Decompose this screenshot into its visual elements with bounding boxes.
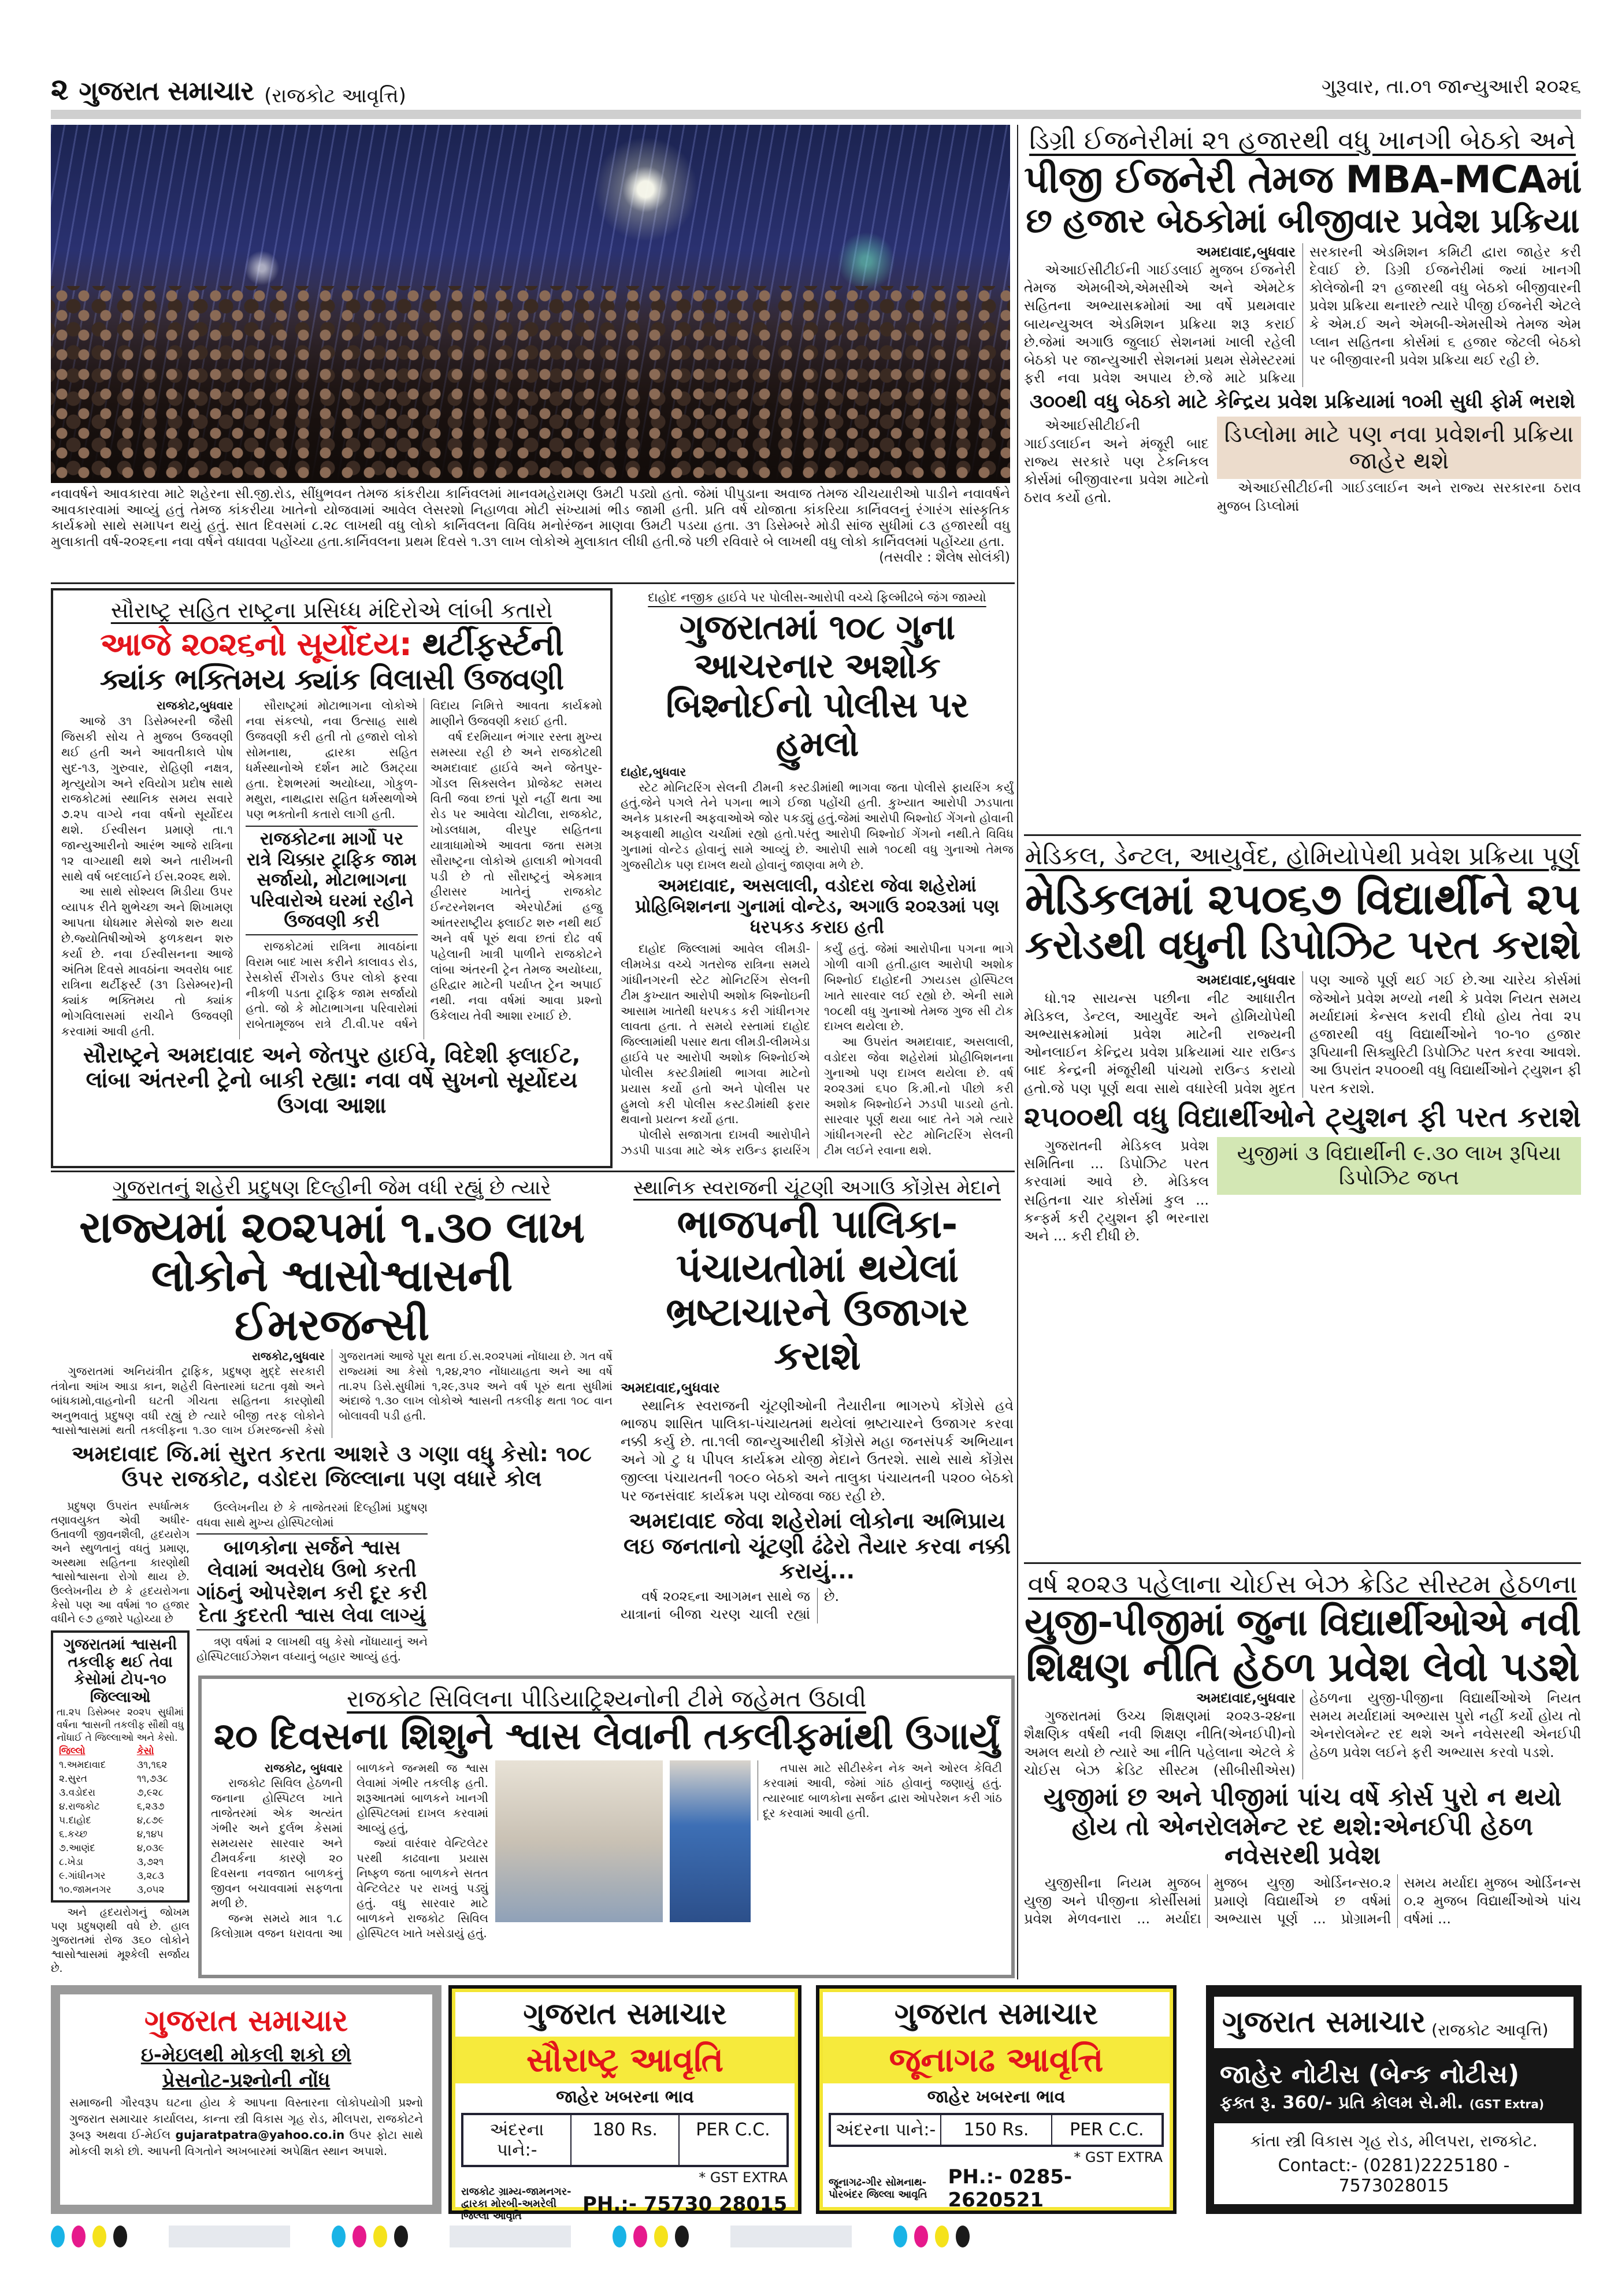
article-rajkot-civil-infant: [198, 1675, 1015, 1978]
district-cell: ૯.ગાંધીનગર: [59, 1869, 106, 1881]
article-body: ગુજરાતમાં અનિયંત્રીત ટ્રાફિક, પ્રદુષણ મુદ્દે સરકારી તંત્રોના આંખ આડા કાન, શહેરી વિસ્તારમાં ઘટતા વૃક્ષો અને બાંધકામો,વાહનોની ઘટતી ગીચતા સહિતના કારણોથી અનુભવાતું પ્રદુષણ વધી રહ્યું છે ત્યારે બીજી તરફ લોકોને શ્વાસોશ્વાસમાં થતી તકલીફના ૧.૩૦ લાખ ઈમરજન્સી કેસો ગુજરાતમાં આજે પૂરા થતા ઈ.સ.૨૦૨૫માં નોંધાયા છે. ગત વર્ષે રાજ્યમાં આ કેસો ૧,૨૪,૨૧૦ નોંધાયાહતા અને આ વર્ષે તા.૨૫ ડિસે.સુધીમાં ૧,૨૯,૩૫૨ અને વર્ષ પૂરું થતા સુધીમાં અંદાજે ૧.૩૦ લાખ લોકોએ શ્વાસની તકલીફ થતા ૧૦૮ વાન બોલાવવી પડી હતી.: [51, 1350, 613, 1437]
headline-line: પીજી ઈજનેરી તેમજ MBA-MCAમાં: [1024, 158, 1582, 202]
edition-label: (રાજકોટ આવૃત્તિ): [1431, 2020, 1549, 2039]
kicker: મેડિકલ, ડેન્ટલ, આયુર્વેદ, હોમિયોપેથી પ્રવેશ પ્રક્રિયા પૂર્ણ: [1025, 842, 1580, 871]
article-body: ધો.૧૨ સાયન્સ પછીના નીટ આધારીત મેડિકલ, ડેન્ટલ, આયુર્વેદ અને હોમિયોપેથી અભ્યાસક્રમોમાં પ્રવેશ માટેની રાજ્યની ઓનલાઈન કેન્દ્રિય પ્રવેશ પ્રક્રિયામાં ચાર રાઉન્ડ બાદ કેન્દ્રની મંજૂરીથી પાંચમો રાઉન્ડ કરાયો હતો.જે પણ પૂર્ણ થવા સાથે વધારેલી પ્રવેશ મુદત પણ આજે પૂર્ણ થઈ ગઈ છે.આ ચારેય કોર્સમાં જેઓને પ્રવેશ મળ્યો નથી કે પ્રવેશ નિયત સમય મર્યાદામાં કેન્સલ કરાવી દીધો હોય તેવા ૨૫ હજારથી વધુ વિદ્યાર્થીઓને ૧૦-૧૦ હજાર રૂપિયાની સિક્યુરિટી ડિપોઝિટ પરત કરવા આવશે. આ ઉપરાંત ૨૫૦૦થી વધુ વિદ્યાર્થીઓને ટ્યુશન ફી પરત કરાશે.: [1024, 972, 1581, 1097]
ad-saurashtra-rates: [448, 1985, 801, 2222]
carnival-crowd-photo: [51, 125, 1010, 483]
article-body: એઆઈસીટીઈની ગાઈડલાઈન અને રાજ્ય સરકારના ઠરાવ મુજબ ડિપ્લોમાં: [1217, 480, 1581, 514]
article-body: યુજીસીના નિયમ મુજબ યુજી અને પીજીના કોર્સીસમાં પ્રવેશ મેળવનારા ... મર્યાદા મુજબ યુજી ઓર્ડિનન્સ૦.૨ પ્રમાણે વિદ્યાર્થીએ છ વર્ષમાં અભ્યાસ પૂર્ણ ... પ્રોગ્રામની સમય મર્યાદા મુજબ ઓર્ડિનન્સ ૦.૨ મુજબ વિદ્યાર્થીઓએ પાંચ વર્ષમાં ...: [1024, 1874, 1581, 1927]
top-10-districts-box: [51, 1630, 190, 1903]
article-body: રાજકોટમાં રાત્રિના માવઠાંના વિરામ બાદ ખાસ કરીને કાલાવડ રોડ, રેસકોર્સ રીંગરોડ ઉપર લોકો ફરવા નીકળી પડતા ટ્રાફિક જામ સર્જાયો હતો. જો કે મોટાભાગના પરિવારોમાં રાબેતામૂજબ રાત્રે ટી.વી.પર વર્ષને વિદાય નિમિત્તે આવતા કાર્યક્રમો માણીને ઉજવણી કરાઈ હતી.: [246, 699, 602, 1031]
caption-text: નવાવર્ષને આવકારવા માટે શહેરના સી.જી.રોડ, સીંધુભવન તેમજ કાંકરીયા કાર્નિવલમાં માનવમહેરામણ ઉમટી પડ્યો હતો. જેમાં પીપુડાના અવાજ તેમજ ચીચયારીઓ પાડીને નવાવર્ષને આવકારવામાં આવ્યું હતું તેમજ કાંકરીયા ખાતેનો યોજવામાં આવેલ લેસરશો નિહાળવા મોટી સંખ્યામાં ભીડ જામી હતી. પ્રતિ વર્ષ યોજાતા કાંકરિયા કાર્નિવલનું રંગારંગ સાંસ્કૃતિક કાર્યક્રમો સાથે સમાપન થયું હતું. સાત દિવસમાં ૮.૨૮ લાખથી વધુ લોકો કાર્નિવલના વિવિધ મનોરંજન માણવા ઉમટી પડયા હતા. ૩૧ ડિસેમ્બરે મોડી સાંજ સુધીમાં ૮૩ હજારથી વધુ મુલાકાતી વર્ષ-૨૦૨૬ના નવા વર્ષને વધાવવા પહોંચ્યા હતા.કાર્નિવલના પ્રથમ દિવસે ૧.૩૧ લાખ લોકોએ મુલાકાત લીધી હતી.જે પછી રવિવારે બે લાખથી વધુ લોકો કાર્નિવલમાં પહોંચ્યા હતા.: [51, 486, 1010, 549]
article-body: ગુજરાતમાં ઉચ્ચ શિક્ષણમાં ૨૦૨૩-૨૪ના શૈક્ષણિક વર્ષથી નવી શિક્ષણ નીતિ(એનઈપી)નો અમલ થયો છે ત્યારે આ નીતિ પહેલાના એટલે કે ચોઈસ બેઝ ક્રેડિટ સીસ્ટમ (સીબીસીએસ) હેઠળના યુજી-પીજીના વિદ્યાર્થીઓએ નિયત સમય મર્યાદામાં અભ્યાસ પુરો નહીં કર્યો હોય તો એનરોલમેન્ટ રદ થશે અને નવેસરથી એનઈપી હેઠળ પ્રવેશ લઈને ફરી અભ્યાસ કરવો પડશે.: [1024, 1690, 1581, 1778]
dateline: અમદાવાદ,બુધવાર: [1196, 243, 1296, 260]
article-respiratory-emergency: [51, 1174, 613, 1498]
article-body: એઆઈસીટીઈની ગાઈડલાઈ મુજબ ઈજનેરી તેમજ એમબીએ,એમસીએ અને એમટેક સહિતના અભ્યાસક્રમોમાં આ વર્ષે પ્રથમવાર બાયન્યુઅલ એડમિશન પ્રક્રિયા શરૂ કરાઈ છે.જેમાં અગાઉ જુલાઈ સેશનમાં ખાલી રહેલી બેઠકો પર જાન્યુઆરી સેશનમાં પ્રથમ સેમેસ્ટરમાં ફરી નવા પ્રવેશ અપાય છે.જે માટે પ્રક્રિયા સરકારની એડમિશન કમિટી દ્વારા જાહેર કરી દેવાઈ છે. ડિગ્રી ઈજનેરીમાં જ્યાં ખાનગી કોલેજોની ૨૧ હજારથી વધુ બેઠકો બીજીવારની પ્રવેશ પ્રક્રિયા થનારછે ત્યારે પીજી ઈજનેરી એટલે કે એમ.ઈ અને એમબી-એમસીએ તેમજ એમ પ્લાન સહિતના કોર્સમાં ૬ હજાર જેટલી બેઠકો પર બીજીવારની પ્રવેશ પ્રક્રિયા થઈ રહી છે.: [1024, 243, 1581, 387]
phone: PH.:- 0285-2620521: [948, 2165, 1073, 2212]
headline-line: મેડિકલમાં ૨૫૦૬૭ વિદ્યાર્થીને ૨૫: [1025, 873, 1580, 924]
registration-bar: [169, 2226, 290, 2247]
registration-dot: [373, 2226, 387, 2247]
table-intro: તા.૨૫ ડિસેમ્બર ૨૦૨૫ સુધીમાં વર્ષના શ્વાસની તકલીફ સૌથી વધુ નોંધાઈ તે જિલ્લાઓ અને કેસો.: [57, 1706, 184, 1743]
column-divider: [1017, 125, 1018, 1979]
article-body: પોલીસે સજાગતા દાખવી આરોપીને ઝડપી પાડવા માટે એક રાઉન્ડ ફાયરિંગ કર્યું હતું. જેમાં આરોપીના પગના ભાગે ગોળી વાગી હતી.હાલ આરોપી અશોક બિશ્નોઈ દાહોદની ઝાયડસ હોસ્પિટલ ખાતે સારવાર લઈ રહ્યો છે. એની સામે ૧૦૮થી વધુ ગુનાઓ તેમજ ગુજ સી ટોક દાખલ થયેલા છે.: [621, 942, 1014, 1158]
article-body: એઆઈસીટીઈની ગાઈડલાઈન અને મંજૂરી બાદ રાજ્ય સરકારે પણ ટેકનિકલ કોર્સમાં બીજીવારના પ્રવેશ માટેનો ઠરાવ કર્યો હતો.: [1024, 417, 1209, 506]
article-congress-campaign: [621, 1174, 1014, 1671]
email-link[interactable]: gujaratpatra@yahoo.co.in: [175, 2128, 345, 2142]
column-header: કેસો: [136, 1744, 154, 1756]
address: કાંતા સ્ત્રી વિકાસ ગૃહ રોડ, મીલપરા, રાજકોટ.: [1250, 2131, 1538, 2150]
divider: [51, 1171, 1015, 1172]
registration-dot: [332, 2226, 346, 2247]
registration-dot: [352, 2226, 366, 2247]
divider: [51, 582, 1015, 584]
registration-marks: [51, 2226, 1582, 2249]
article-body: અને હૃદયરોગનું જોખમ પણ પ્રદુષણથી વધે છે. હાલ ગુજરાતમાં રોજ ૩૬૦ લોકોને શ્વાસોશ્વાસમાં મૂશ્કેલી સર્જાય છે.: [51, 1906, 190, 1975]
masthead-logo: ગુજરાત સમાચાર: [144, 2004, 348, 2038]
table-row: [57, 1841, 184, 1855]
registration-dot: [935, 2226, 949, 2247]
district-cell: ૮.ખેડા: [59, 1855, 83, 1867]
registration-dot: [633, 2226, 647, 2247]
masthead-logo: ગુજરાત સમાચાર: [79, 75, 254, 106]
inset-subhead: બાળકોના સર્જને શ્વાસ લેવામાં અવરોધ ઉભો કરતી ગાંઠનું ઓપરેશન કરી દૂર કરી દેતા કુદરતી શ્વાસ લેવા લાગ્યું: [196, 1533, 428, 1630]
headline-red: આજે ૨૦૨૬નો સૂર્યોદય:: [100, 626, 412, 663]
edition-name: સૌરાષ્ટ્ર આવૃતિ: [455, 2037, 795, 2083]
cases-cell: ૪,૮૭૯: [136, 1814, 164, 1826]
region: રાજકોટ ગ્રામ્ય-જામનગર-દ્વારકા મોરબી-અમરેલી જિલ્લા આવૃતિ: [461, 2186, 572, 2222]
article-body: ઉલ્લેખનીય છે કે તાજેતરમાં દિલ્હીમાં પ્રદુષણ વધવા સાથે મુખ્ય હોસ્પિટલોમાં: [196, 1500, 428, 1529]
dateline: અમદાવાદ,બુધવાર: [1196, 1690, 1296, 1707]
district-cell: ૨.સુરત: [59, 1772, 87, 1784]
article-ugpg-nep: [1024, 1562, 1581, 1978]
article-body: સ્થાનિક સ્વરાજની ચૂંટણીઓની તૈયારીના ભાગરુપે કોંગ્રેસે હવે ભાજપ શાસિત પાલિકા-પંચાયતમાં થયેલાં ભ્રષ્ટાચારને ઉજાગર કરવા નક્કી કર્યુ છે. તા.૧લી જાન્યુઆરીથી કોંગ્રેસે મહા જનસંપર્ક અભિયાન અને ગો ટુ ધ પીપલ કાર્યક્રમ યોજી મેદાને ઉતરશે. સાથે સાથે કોંગ્રેસ જીલ્લા પંચાયતની ૧૦૯૦ બેઠકો અને તાલુકા પંચાયતની ૫૨૦૦ બેઠકો પર જનસંવાદ કાર્યક્રમ પણ યોજવા જઇ રહી છે.: [621, 1397, 1014, 1504]
subheadline: અમદાવાદ જેવા શહેરોમાં લોકોના અભિપ્રાય લઇ જનતાનો ચૂંટણી ઢંઢેરો તૈયાર કરવા નક્કી કરાયું...: [624, 1507, 1011, 1584]
cases-cell: ૪,૦૩૯: [136, 1841, 165, 1853]
rate-label: અંદરના પાને:-: [463, 2115, 572, 2165]
subheadline: ૩૦૦થી વધુ બેઠકો માટે કેન્દ્રિય પ્રવેશ પ્રક્રિયામાં ૧૦મી સુધી ફોર્મ ભરાશે: [1029, 390, 1576, 414]
registration-dot: [113, 2226, 127, 2247]
registration-dot: [394, 2226, 408, 2247]
cases-cell: ૩૧,૧૬૨: [136, 1758, 168, 1770]
kicker: ગુજરાતનું શહેરી પ્રદુષણ દિલ્હીની જેમ વધી રહ્યું છે ત્યારે: [112, 1176, 551, 1199]
infant-photo: [670, 1760, 751, 1922]
table-row: [57, 1800, 184, 1814]
ad-bank-notice: [1206, 1985, 1582, 2214]
page-header: [51, 70, 406, 107]
masthead-logo: ગુજરાત સમાચાર: [894, 1997, 1099, 2031]
article-body: સૌરાષ્ટ્રમાં મોટાભાગના લોકોએ નવા સંકલ્પો, નવા ઉત્સાહ સાથે ઉજવણી કરી હતી તો હજારો લોકો સોમનાથ, દ્વારકા સહિત ધર્મસ્થાનોએ દર્શન માટે ઉમટ્યા હતા. દેશભરમાં અયોધ્યા, ગોકુળ-મથુરા, નાથદ્વારા સહિત ધર્મસ્થળોએ પણ ભક્તોની કતારો લાગી હતી.: [246, 699, 418, 822]
dateline: રાજકોટ, બુધવાર: [264, 1760, 343, 1775]
headline: ભાજપની પાલિકા-પંચાયતોમાં થયેલાં ભ્રષ્ટાચારને ઉજાગર કરાશે: [666, 1202, 968, 1380]
cases-cell: ૭,૯૨૮: [136, 1786, 164, 1798]
headline: ૨૦ દિવસના શિશુને શ્વાસ લેવાની તકલીફમાંથી ઉગાર્યું: [213, 1715, 1000, 1758]
rate-value: 150 Rs.: [941, 2115, 1052, 2145]
table-row: [57, 1772, 184, 1786]
registration-dot: [914, 2226, 928, 2247]
ad-line: ઇ-મેઇલથી મોકલી શકો છો: [140, 2044, 352, 2067]
district-cell: ૭.આણંદ: [59, 1841, 95, 1853]
district-cell: ૧૦.જામનગર: [59, 1883, 112, 1895]
article-body: આ સાથે સોશ્યલ મિડીયા ઉપર વ્યાપક રીતે શુભેચ્છા અને શિખામણ આપતા ધોધમાર મેસેજો શરુ થયા છે.જ્યોતિષીઓએ ફળકથન શરુ કર્યા છે. નવા ઈસ્વીસનના આજે અંતિમ દિવસે માવઠાંના અવરોધ બાદ રાત્રિના થર્ટીફર્સ્ટ (૩૧ ડિસેમ્બર)ની ક્યાંક ભક્તિમય તો ક્યાંક ભોગવિલાસમાં રાચીને ઉજવણી કરવામાં આવી હતી.: [61, 885, 233, 1038]
rate-title: જાહેર ખબરના ભાવ: [927, 2087, 1066, 2107]
subheadline: અમદાવાદ, અસલાલી, વડોદરા જેવા શહેરોમાં પ્રોહિબિશનના ગુનામાં વોન્ટેડ, અગાઉ ૨૦૨૩માં પણ ધરપકડ કરાઇ હતી: [634, 875, 1000, 938]
article-new-year-celebration: [51, 588, 613, 1168]
headline: રાજ્યમાં ૨૦૨૫માં ૧.૩૦ લાખ લોકોને શ્વાસોશ્વાસની ઈમરજન્સી: [79, 1202, 585, 1350]
headline-line: છ હજાર બેઠકોમાં બીજીવાર પ્રવેશ પ્રક્રિયા: [1026, 200, 1579, 240]
ad-body: ઉપર ફોટા સાથે મોકલી શકો છો. આપની વિગતોને અખબારમાં અપેક્ષિત સ્થાન અપાશે.: [69, 2128, 424, 2158]
notice-price: ફક્ત રૂ. 360/- પ્રતિ કોલમ સે.મી.: [1220, 2093, 1464, 2113]
article-body: જ્યાં વારંવાર વેન્ટિલેટર પરથી કાઢવાના પ્રયાસ નિષ્ફળ જતા બાળકને સતત વેન્ટિલેટર પર રાખવું પડ્યું હતું. વધુ સારવાર માટે બાળકને રાજકોટ સિવિલ હોસ્પિટલ ખાતે ખસેડાયું હતું.: [357, 1836, 488, 1940]
article-body: વર્ષ દરમિયાન ભંગાર રસ્તા મુખ્ય સમસ્યા રહી છે અને રાજકોટથી અમદાવાદ હાઈવે અને જેતપુર-ગોંડલ સિક્સલેન પ્રોજેક્ટ સમય વિતી જવા છતાં પૂરો નહીં થતા આ રોડ પર આવેલા ચોટીલા, રાજકોટ, ખોડલધામ, વીરપુર સહિતના યાત્રાધામોએ આવતા જતા સમગ્ર સૌરાષ્ટ્રના લોકોએ હાલાકી ભોગવવી પડી છે તો સૌરાષ્ટ્રનું એકમાત્ર હીરાસર ખાતેનું રાજકોટ ઈન્ટરનેશનલ એરપોર્ટમાં હજુ આંતરરાષ્ટ્રીય ફ્લાઈટ શરુ નથી થઈ અને વર્ષ પૂરું થવા છતાં દોઢ વર્ષ પહેલાની ખાત્રી પાળીને રાજકોટને લાંબા અંતરની ટ્રેન તેમજ અયોધ્યા, હરિદ્વાર માટેની પર્યાપ્ત ટ્રેન અપાઈ નથી. નવા વર્ષમાં આવા પ્રશ્નો ઉકેલાય તેવી આશા રખાઈ છે.: [430, 730, 602, 1023]
gst-note: * GST EXTRA: [1074, 2149, 1163, 2165]
subheadline: અમદાવાદ જિ.માં સુરત કરતા આશરે ૩ ગણા વધુ કેસો: ૧૦૮ ઉપર રાજકોટ, વડોદરા જિલ્લાના પણ વધારે કોલ: [72, 1441, 592, 1492]
phone: PH.:- 75730 28015: [582, 2192, 788, 2216]
gst-note: (GST Extra): [1469, 2097, 1545, 2111]
registration-dot: [956, 2226, 970, 2247]
column-header: જિલ્લો: [59, 1744, 86, 1756]
dateline: રાજકોટ,બુધવાર: [251, 1350, 325, 1364]
kicker: દાહોદ નજીક હાઈવે પર પોલીસ-આરોપી વચ્ચે ફિલ્મીઢબે જંગ જામ્યો: [648, 590, 986, 605]
registration-bar: [730, 2226, 852, 2247]
registration-dot: [893, 2226, 907, 2247]
rate-value: 180 Rs.: [572, 2115, 680, 2165]
district-cell: ૬.કચ્છ: [59, 1827, 87, 1840]
ad-email-press-note: [51, 1985, 441, 2214]
cases-cell: ૩,૭૨૧: [136, 1855, 164, 1867]
cases-cell: ૬,૨૩૭: [136, 1800, 165, 1812]
region: જૂનાગઢ-ગીર સોમનાથ-પોરબંદર જિલ્લા આવૃતિ: [829, 2176, 927, 2201]
registration-dot: [654, 2226, 668, 2247]
headline-line: ક્યાંક ભક્તિમય ક્યાંક વિલાસી ઉજવણી: [99, 662, 564, 696]
article-body: વર્ષ ૨૦૨૬ના આગમન સાથે જ યાત્રાનાં બીજા ચરણ ચાલી રહ્યાં છે.: [621, 1588, 840, 1623]
subheadline: ૨૫૦૦થી વધુ વિદ્યાર્થીઓને ટ્યુશન ફી પરત કરાશે: [1024, 1100, 1581, 1134]
cases-cell: ૩,૦૫૨: [136, 1883, 165, 1895]
photo-caption: [51, 486, 1010, 580]
header-divider: [51, 110, 1581, 119]
article-body: આ ઉપરાંત અમદાવાદ, અસલાલી, વડોદરા જેવા શહેરોમાં પ્રોહીબિશનના ગુનાઓ પણ દાખલ થયેલા છે. વર્ષ ૨૦૨૩માં ૬૫૦ કિ.મી.નો પીછો કરી અશોક બિશ્નોઈને ઝડપી પાડયો હતો. સારવાર પૂર્ણ થયા બાદ તેને ગમે ત્યારે ગાંધીનગરની સ્ટેટ મોનિટરિંગ સેલની ટીમ લઈને રવાના થશે.: [824, 1035, 1014, 1158]
bottom-subheadline: સૌરાષ્ટ્રને અમદાવાદ અને જેતપુર હાઈવે, વિદેશી ફ્લાઈટ, લાંબા અંતરની ટ્રેનો બાકી રહ્યા: નવા વર્ષે સુખનો સૂર્યોદય ઉગવા આશા: [83, 1042, 581, 1118]
diploma-subhead-box: ડિપ્લોમા માટે પણ નવા પ્રવેશની પ્રક્રિયા જાહેર થશે: [1217, 417, 1581, 479]
rate-unit: PER C.C.: [1070, 2120, 1144, 2140]
masthead-logo: ગુજરાત સમાચાર: [1222, 2005, 1426, 2039]
kicker: સૌરાષ્ટ્ર સહિત રાષ્ટ્રના પ્રસિધ્ધ મંદિરોએ લાંબી કતારો: [110, 597, 553, 623]
article-body: જન્મ સમયે માત્ર ૧.૮ કિલોગ્રામ વજન ધરાવતા આ બાળકને જન્મથી જ શ્વાસ લેવામાં ગંભીર તકલીફ હતી. શરૂઆતમાં બાળકને ખાનગી હોસ્પિટલમાં દાખલ કરવામાં આવ્યું હતું,: [211, 1760, 488, 1940]
doctors-team-photo: [495, 1760, 663, 1922]
registration-dot: [675, 2226, 689, 2247]
page-number: ૨: [51, 72, 69, 107]
rate-label: અંદરના પાને:-: [831, 2115, 941, 2145]
kicker: વર્ષ ૨૦૨૩ પહેલાના ચોઈસ બેઝ ક્રેડિટ સીસ્ટમ હેઠળના: [1027, 1570, 1578, 1599]
rate-unit: PER C.C.: [696, 2120, 770, 2140]
notice-title: જાહેર નોટીસ (બેન્ક નોટીસ): [1220, 2060, 1520, 2089]
contact: Contact:- (0281)2225180 - 7573028015: [1278, 2156, 1510, 2196]
table-row: [57, 1883, 184, 1897]
article-body: રાજકોટ સિવિલ હેઠળની જનાના હોસ્પિટલ ખાતે તાજેતરમાં એક અત્યંત ગંભીર અને દુર્લભ કેસમાં સમયસર સારવાર અને ટીમવર્કના કારણે ૨૦ દિવસના નવજાત બાળકનું જીવન બચાવવામાં સફળતા મળી છે.: [211, 1775, 343, 1910]
article-body: સ્ટેટ મોનિટરિંગ સેલની ટીમની કસ્ટડીમાંથી ભાગવા જતા પોલીસે ફાયરિંગ કર્યું હતું.જેને પગલે તેને પગના ભાગે ઈજા પહોંચી હતી. કુખ્યાત આરોપી ઝડપાતા અનેક પ્રકારની અફવાઓએ જોર પકડ્યું હતું.જેમાં આરોપી બિશ્નોઈ ગેંગનો હોવાની અફવાથી માહોલ ચર્ચામાં રહ્યો હતો.પરંતુ આરોપી બિશ્નોઈ ગેંગનો નથી.તે વિવિધ ગુનામાં વોન્ટેડ હોવાનું સામે આવ્યું છે. આરોપી સામે ૧૦૮થી વધુ ગુનાઓ તેમજ ગુજસીટોક પણ દાખલ થયો હોવાનું જાણવા મળે છે.: [621, 780, 1014, 872]
article-body: આજે ૩૧ ડિસેમ્બરની જૈસી જિસકી સોચ તે મુજબ ઉજવણી થઈ હતી અને આવતીકાલે પોષ સુદ-૧૩, ગુરુવાર, રોહિણી નક્ષત્ર, મૃત્યુયોગ અને રવિયોગ પ્રદોષ સાથે રાજકોટમાં સ્થાનિક સમય સવારે ૭.૨૫ વાગ્યે નવા વર્ષનો સૂર્યોદય થશે. ઈસ્વીસન પ્રમાણે તા.૧ જાન્યુઆરીનો આરંભ આજે રાત્રિના ૧૨ વાગ્યાથી થશે અને તારીખની સાથે વર્ષ બદલાઈને ઈસ.૨૦૨૬ થશે.: [61, 714, 233, 883]
kicker: ડિગ્રી ઈજનેરીમાં ૨૧ હજારથી વધુ ખાનગી બેઠકો અને: [1029, 125, 1576, 155]
article-body: ગુજરાતની મેડિકલ પ્રવેશ સમિતિના ... ડિપોઝિટ પરત કરવામાં આવે છે. મેડિકલ સહિતના ચાર કોર્સમાં કુલ ... કન્ફર્મ કરી ટ્યુશન ફી ભરનારા અને ... કરી દીધી છે.: [1024, 1138, 1209, 1244]
cases-cell: ૧૧,૭૩૮: [136, 1772, 168, 1784]
article-medical-deposit: [1024, 834, 1581, 1560]
districts-table: [57, 1744, 184, 1897]
table-row: [57, 1827, 184, 1841]
registration-dot: [51, 2226, 65, 2247]
cases-cell: ૩,૨૮૩: [136, 1869, 164, 1881]
district-cell: ૩.વડોદરા: [59, 1786, 96, 1798]
district-cell: ૪.રાજકોટ: [59, 1800, 100, 1812]
headline-line: યુજી-પીજીમાં જુના વિદ્યાર્થીઓએ નવી: [1025, 1602, 1580, 1644]
cases-cell: ૪,૧૪૫: [136, 1827, 164, 1840]
district-cell: ૫.દાહોદ: [59, 1814, 91, 1826]
deposit-forfeit-box: યુજીમાં ૩ વિદ્યાર્થીની ૯.૩૦ લાખ રૂપિયા ડિપોઝિટ જપ્ત: [1217, 1137, 1581, 1195]
ad-line: પ્રેસનોટ-પ્રશ્નોની નોંધ: [162, 2069, 331, 2092]
registration-bar: [450, 2226, 571, 2247]
pollution-middle-column: [196, 1500, 428, 1673]
kicker: રાજકોટ સિવિલના પીડિયાટ્રિશ્યનોની ટીમે જહેમત ઉઠાવી: [347, 1686, 866, 1712]
table-title: ગુજરાતમાં શ્વાસની તકલીફ થઈ તેવા કેસોમાં ટોપ-૧૦ જિલ્લાઓ: [63, 1636, 177, 1706]
pollution-left-column: [51, 1500, 190, 1979]
registration-dot: [613, 2226, 626, 2247]
table-row: [57, 1786, 184, 1800]
article-body: ત્રણ વર્ષમાં ૨ લાખથી વધુ કેસો નોંધાયાનું અને હોસ્પિટલાઈઝેશન વધ્યાનું બહાર આવ્યું હતું.: [196, 1634, 428, 1664]
gst-note: * GST EXTRA: [699, 2169, 788, 2186]
kicker: સ્થાનિક સ્વરાજની ચૂંટણી અગાઉ કોંગ્રેસ મેદાને: [633, 1176, 1001, 1199]
registration-dot: [92, 2226, 106, 2247]
article-body: તપાસ માટે સીટીસ્કેન નેક અને ઓરલ કેવિટી કરવામાં આવી, જેમાં ગાંઠ હોવાનું જણાયું હતું. ત્યારબાદ બાળકોના સર્જન દ્વારા ઓપરેશન કરી ગાંઠ દૂર કરવામાં આવી હતી.: [763, 1760, 1002, 1820]
article-body: પ્રદુષણ ઉપરાંત સ્પર્ધાત્મક તણાવયુક્ત એવી અધીર-ઉતાવળી જીવનશૈલી, હૃદયરોગ અને સ્થુળતાનું વધતું પ્રમાણ, અસ્થમા સહિતના કારણોથી શ્વાસોશ્વાસના રોગો થાય છે. ઉલ્લેખનીય છે કે હૃદયરોગના કેસો પણ આ વર્ષમાં ૧૦ હજાર વધીને ૯૭ હજારે પહોચ્યા છે: [51, 1500, 190, 1626]
registration-dot: [72, 2226, 86, 2247]
table-row: [57, 1855, 184, 1869]
table-row: [57, 1814, 184, 1827]
edition-name: જૂનાગઢ આવૃત્તિ: [823, 2037, 1170, 2083]
article-dahod-police-attack: [621, 588, 1014, 1168]
photo-credit: (તસવીર : શૈલેષ સોલંકી): [879, 550, 1010, 566]
subheadline: યુજીમાં છ અને પીજીમાં પાંચ વર્ષે કોર્સ પુરો ન થયો હોય તો એનરોલમેન્ટ રદ થશે:એનઈપી હેઠળ નવેસરથી પ્રવેશ: [1043, 1782, 1562, 1871]
headline-line: કરોડથી વધુની ડિપોઝિટ પરત કરાશે: [1025, 922, 1580, 969]
table-row: [57, 1869, 184, 1883]
edition-label: (રાજકોટ આવૃત્તિ): [264, 84, 406, 107]
district-cell: ૧.અમદાવાદ: [59, 1758, 106, 1770]
ad-junagadh-rates: [816, 1985, 1177, 2214]
rate-title: જાહેર ખબરના ભાવ: [556, 2087, 694, 2107]
issue-date: ગુરૂવાર, તા.૦૧ જાન્યુઆરી ૨૦૨૬: [1322, 75, 1581, 98]
dateline: દાહોદ,બુધવાર: [621, 764, 686, 779]
article-body: દાહોદ જિલ્લામાં આવેલ લીમડી-લીમખેડા વચ્ચે ગતરોજ રાત્રિના સમયે ગાંધીનગરની સ્ટેટ મોનિટરિંગ સેલની ટીમ કુખ્યાત આરોપી અશોક બિશ્નોઇની આસામ ખાતેથી ધરપકડ કરી ગાંધીનગર લાવતા હતા. તે સમયે રસ્તામાં દાહોદ જિલ્લામાંથી પસાર થતા લીમડી-લીમખેડા હાઈવે પર આરોપી અશોક બિશ્નોઈએ પોલીસ કસ્ટડીમાંથી ભાગવા માટેનો પ્રયાસ કર્યો હતો અને પોલીસ પર હુમલો કરી પોલીસ કસ્ટડીમાંથી ફરાર થવાનો પ્રયત્ન કર્યો હતા.: [621, 942, 810, 1127]
ad-body: સમાજની ગૌરવરૂપ ઘટના હોય કે આપના વિસ્તારના લોકોપયોગી પ્રશ્નો ગુજરાત સમાચાર કાર્યાલય, કાન્તા સ્ત્રી વિકાસ ગૃહ રોડ, મીલપરા, રાજકોટને રૂબરૂ અથવા ઈ-મેઈલ: [69, 2096, 423, 2142]
masthead-logo: ગુજરાત સમાચાર: [523, 1997, 727, 2031]
table-row: [57, 1758, 184, 1772]
dateline: અમદાવાદ,બુધવાર: [621, 1379, 720, 1396]
article-engineering-admission: [1024, 122, 1581, 832]
inset-subhead: રાજકોટના માર્ગો પર રાત્રે ચિક્કાર ટ્રાફિક જામ સર્જાયો, મોટાભાગના પરિવારોએ ઘરમાં રહીને ઉજવણી કરી: [246, 826, 417, 935]
dateline: અમદાવાદ,બુધવાર: [1196, 972, 1296, 989]
headline-black: થર્ટીફર્સ્ટની: [422, 626, 563, 663]
dateline: રાજકોટ,બુધવાર: [157, 699, 233, 713]
headline: ગુજરાતમાં ૧૦૮ ગુના આચરનાર અશોક બિશ્નોઈનો પોલીસ પર હુમલો: [666, 607, 968, 765]
headline-line: શિક્ષણ નીતિ હેઠળ પ્રવેશ લેવો પડશે: [1026, 1643, 1579, 1691]
